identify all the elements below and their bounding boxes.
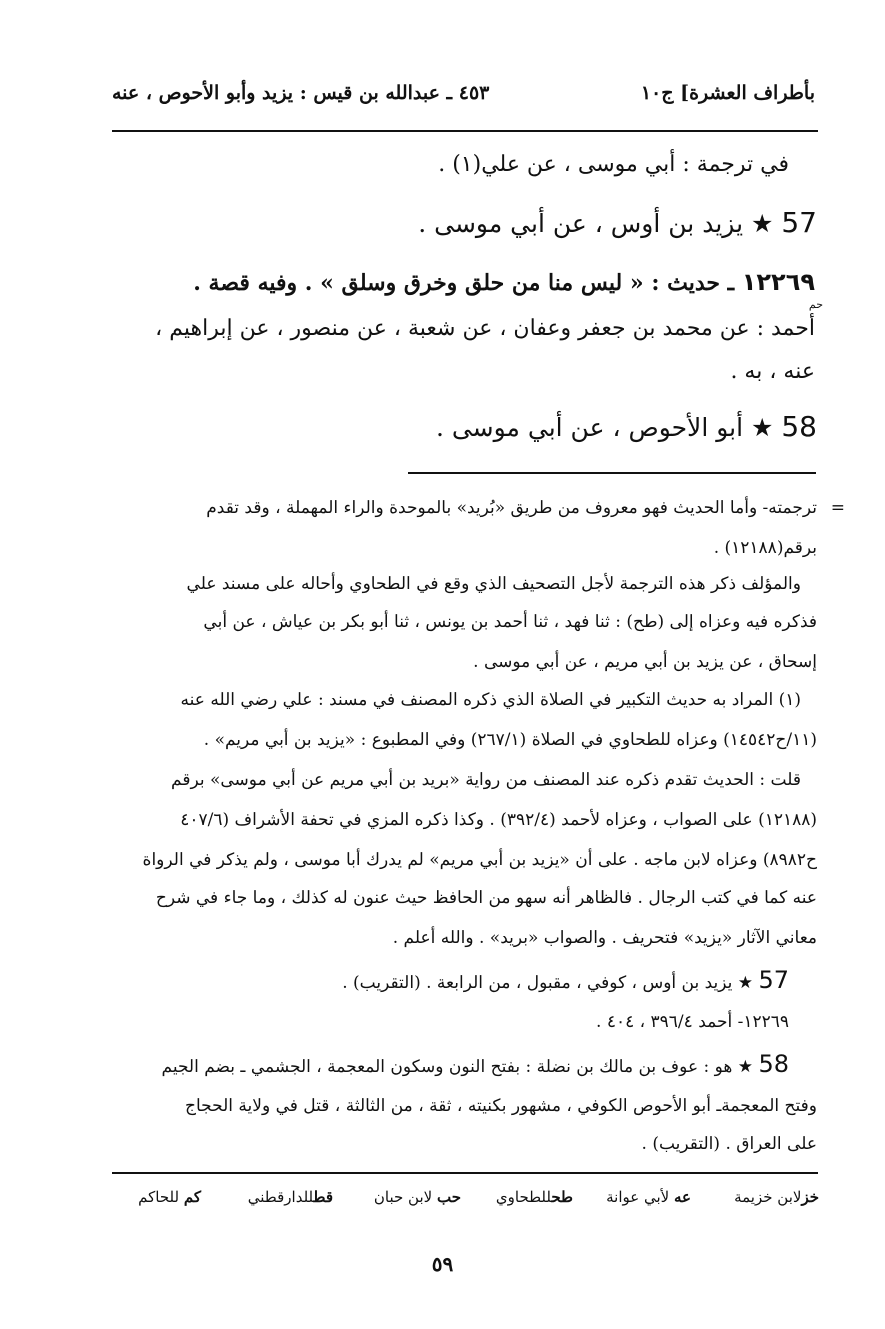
footnote-text: إسحاق ، عن يزيد بن أبي مريم ، عن أبي موسى . (473, 652, 817, 672)
translation-line: في ترجمة : أبي موسى ، عن علي(١) . (438, 152, 789, 177)
hadith-number: ١٢٢٦٩ (741, 268, 815, 296)
abbr-name: للدارقطني (247, 1188, 314, 1206)
footnote-text: (١١/ح١٤٥٤٢) وعزاه للطحاوي في الصلاة (٢٦٧/١) وفي المطبوع : «يزيد بن أبي مريم» . (203, 730, 817, 750)
entry-number: 57 (781, 206, 817, 239)
footnote-text: هو : عوف بن مالك بن نضلة : بفتح النون وسكون المعجمة ، الجشمي ـ بضم الجيم (161, 1057, 733, 1077)
continuation-mark: = (830, 498, 845, 518)
star-icon: ★ (750, 413, 774, 442)
header-section-title: ٤٥٣ ـ عبدالله بن قيس : يزيد وأبو الأحوص ، عنه (112, 82, 490, 104)
source-siglum: حم (808, 298, 823, 311)
running-header (112, 82, 815, 118)
star-icon: ★ (737, 1057, 754, 1077)
footnote-rule (408, 472, 816, 474)
star-icon: ★ (737, 973, 754, 993)
page-number: ٥٩ (431, 1252, 454, 1276)
footnote-text: عنه كما في كتب الرجال . فالظاهر أنه سهو من الحافظ حيث عنون له كذلك ، وما جاء في شرح (155, 888, 817, 908)
abbr-code: كم (183, 1188, 201, 1206)
abbr-name: لأبي عوانة (606, 1188, 670, 1206)
footnote-text: على العراق . (التقريب) . (641, 1134, 817, 1154)
abbr-item (734, 1188, 819, 1206)
abbr-code: طح (551, 1188, 573, 1206)
footnote-text: وفتح المعجمةـ أبو الأحوص الكوفي ، مشهور بكنيته ، ثقة ، من الثالثة ، قتل في ولاية الحجاج (185, 1096, 817, 1116)
entry-number: 58 (781, 410, 817, 443)
footnote-text: ترجمته- وأما الحديث فهو معروف من طريق «بُريد» بالموحدة والراء المهملة ، وقد تقدم (206, 498, 817, 518)
header-rule (112, 130, 818, 132)
abbreviations-rule (112, 1172, 818, 1174)
footnote-1: (١) المراد به حديث التكبير في الصلاة الذي ذكره المصنف في مسند : علي رضي الله عنه (180, 690, 801, 710)
abbr-code: عه (674, 1188, 691, 1206)
abbr-code: خز (801, 1188, 819, 1206)
entry-number: 57 (758, 966, 789, 994)
footnote-text: فذكره فيه وعزاه إلى (طح) : ثنا فهد ، ثنا أحمد بن يونس ، ثنا أبو بكر بن عياش ، عن أبي (203, 612, 817, 632)
star-icon: ★ (750, 209, 774, 238)
isnad-line-1: أحمد : عن محمد بن جعفر وعفان ، عن شعبة ، عن منصور ، عن إبراهيم ، (155, 316, 815, 341)
footnote-57 (342, 966, 789, 994)
entry-57-heading (418, 206, 817, 239)
abbr-item (606, 1188, 691, 1206)
abbr-name: للحاكم (138, 1188, 180, 1206)
header-book-volume: بأطراف العشرة] ج١٠ (640, 82, 815, 104)
hadith-label: ـ حديث : (651, 270, 735, 296)
hadith-text: « ليس منا من حلق وخرق وسلق » . وفيه قصة . (193, 270, 644, 296)
entry-title: يزيد بن أوس ، عن أبي موسى . (418, 209, 744, 238)
entry-title: أبو الأحوص ، عن أبي موسى . (435, 413, 744, 442)
abbr-name: لابن خزيمة (734, 1188, 802, 1206)
hadith-heading (193, 268, 815, 296)
abbr-item (374, 1188, 461, 1206)
abbr-item (248, 1188, 333, 1206)
abbr-code: قط (313, 1188, 333, 1206)
footnote-text: والمؤلف ذكر هذه الترجمة لأجل التصحيف الذي وقع في الطحاوي وأحاله على مسند علي (186, 574, 801, 594)
footnote-text: (١٢١٨٨) على الصواب ، وعزاه لأحمد (٣٩٢/٤) . وكذا ذكره المزي في تحفة الأشراف (٤٠٧/٦ (180, 810, 817, 830)
isnad-line-2: عنه ، به . (730, 359, 815, 384)
entry-58-heading (436, 410, 817, 443)
abbr-code: حب (436, 1188, 461, 1206)
footnote-hadith-ref: ١٢٢٦٩- أحمد ٣٩٦/٤ ، ٤٠٤ . (596, 1012, 789, 1032)
footnote-text: قلت : الحديث تقدم ذكره عند المصنف من رواية «بريد بن أبي مريم عن أبي موسى» برقم (171, 770, 801, 790)
footnote-text: ح٨٩٨٢) وعزاه لابن ماجه . على أن «يزيد بن أبي مريم» لم يدرك أبا موسى ، ولم يذكر في الرواة (142, 850, 817, 870)
entry-number: 58 (758, 1050, 789, 1078)
abbr-name: للطحاوي (495, 1188, 552, 1206)
abbr-item (496, 1188, 573, 1206)
abbr-name: لابن حبان (373, 1188, 433, 1206)
footnote-text: معاني الآثار «يزيد» فتحريف . والصواب «بريد» . والله أعلم . (392, 928, 817, 948)
footnote-text: يزيد بن أوس ، كوفي ، مقبول ، من الرابعة . (التقريب) . (342, 973, 733, 993)
footnote-text: برقم(١٢١٨٨) . (713, 538, 817, 558)
footnote-58 (162, 1050, 789, 1078)
abbr-item (138, 1188, 201, 1206)
